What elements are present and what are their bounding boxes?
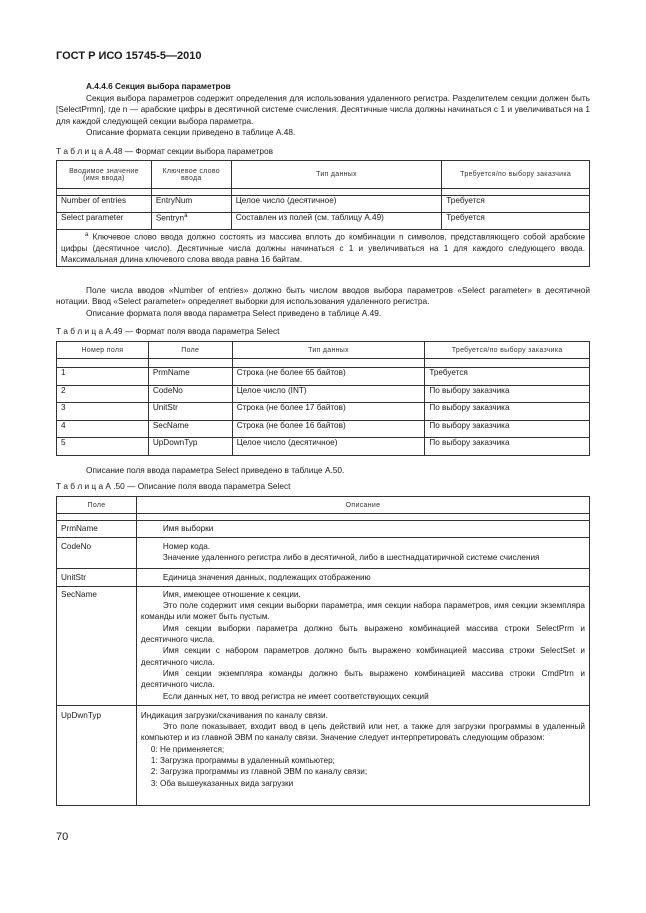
table-cell: Целое число (INT) <box>232 385 425 403</box>
description-line: Если данных нет, то ввод регистра не имеет соответствующих секций <box>162 691 429 701</box>
table48-footnote <box>57 230 590 267</box>
section-title: А.4.4.6 Секция выбора параметров <box>86 81 231 91</box>
table-cell: По выбору заказчика <box>425 403 590 421</box>
table49-header: Тип данных <box>232 342 425 359</box>
after49-text <box>56 465 590 476</box>
table49-header: Номер поля <box>57 342 149 359</box>
table-cell: SecName <box>57 586 137 705</box>
table50-header: Описание <box>136 497 589 514</box>
table-cell: По выбору заказчика <box>425 420 590 438</box>
table-cell: Требуется <box>442 196 590 213</box>
mid-paragraph: Поле числа вводов «Number of entries» должно быть числом вводов выбора параметров «Select parameter» в десятичной нотации. Ввод «Select parameter» определяет выборки для использования удаленного регистра. <box>56 285 590 307</box>
table49-caption: Т а б л и ц а А.49 — Формат поля ввода параметра Select <box>56 326 280 336</box>
description-line: Имя секции экземпляра команды должно быть выражено комбинацией массива строки CmdPtrn и десятичного числа. <box>140 668 585 690</box>
table-cell: По выбору заказчика <box>425 438 590 456</box>
table-cell: 5 <box>57 438 149 456</box>
description-line: Имя, имеющее отношение к секции. <box>162 589 301 599</box>
table49-header: Требуется/по выбору заказчика <box>425 342 590 359</box>
table48-header: Требуется/по выбору заказчика <box>442 161 590 189</box>
table-row <box>57 521 590 538</box>
table-cell: По выбору заказчика <box>425 385 590 403</box>
table-cell: Строка (не более 65 байтов) <box>232 368 425 386</box>
table48-header: Вводимое значение (имя ввода) <box>57 161 152 189</box>
table-cell: Целое число (десятичное) <box>231 196 442 213</box>
description-line: Имя выборки <box>162 524 214 533</box>
table-cell: Целое число (десятичное) <box>232 438 425 456</box>
table-row <box>57 403 590 421</box>
description-line: 3: Оба вышеуказанных вида загрузки <box>150 778 294 788</box>
description-line: Значение удаленного регистра либо в десятичной, либо в шестнадцатиричной системе счисления <box>162 553 540 563</box>
page-number: 70 <box>56 831 69 843</box>
table-cell: SecName <box>148 420 232 438</box>
table50-caption: Т а б л и ц а А .50 — Описание поля ввода параметра Select <box>56 481 291 491</box>
table-row <box>57 586 590 705</box>
table-50 <box>56 496 590 806</box>
footnote-text: Ключевое слово ввода должно состоять из массива вплоть до комбинации n символов, представляющего собой арабские цифры (десятичное число). Десятичные числа должны начинаться с 1 и увеличиваться на 1 для каждого следующего ввода. Максимальная длина ключевого слова ввода равна 16 байтам. <box>61 232 585 265</box>
table-cell: 4 <box>57 420 149 438</box>
description-line: Индикация загрузки/скачивания по каналу связи. <box>140 710 328 720</box>
footnote-mark: a <box>184 213 188 219</box>
mid-paragraph: Описание формата поля ввода параметра Select приведено в таблице А.49. <box>86 307 382 318</box>
footnote-mark: a <box>85 232 89 238</box>
description-cell <box>136 705 589 805</box>
intro-paragraph: Описание формата секции приведено в таблице А.48. <box>86 126 296 137</box>
table-row <box>57 385 590 403</box>
table-row <box>57 196 590 213</box>
table-row <box>57 438 590 456</box>
table-row <box>57 368 590 386</box>
table-cell: UpDwnTyp <box>57 705 137 805</box>
table-cell: CodeNo <box>57 538 137 569</box>
description-cell <box>136 521 589 538</box>
table-cell: UnitStr <box>148 403 232 421</box>
table-cell: Строка (не более 16 байтов) <box>232 420 425 438</box>
description-line: Имя секции выборки параметра должно быть выражено комбинацией массива строки SelectPrm и десятичного числа. <box>140 623 585 645</box>
mid-text <box>56 285 590 319</box>
table-cell: EntryNum <box>151 196 231 213</box>
table-49 <box>56 341 590 456</box>
description-cell <box>136 586 589 705</box>
description-line: Это поле содержит имя секции выборки параметра, имя секции набора параметров, имя секции экземпляра команды или может быть пустым. <box>140 601 585 622</box>
table-row <box>57 420 590 438</box>
description-line: 1: Загрузка программы в удаленный компьютер; <box>150 756 335 766</box>
table-row <box>57 213 590 230</box>
table-cell: PrmName <box>57 521 137 538</box>
table-cell: UnitStr <box>57 568 137 586</box>
table-cell: Select parameter <box>57 213 152 230</box>
description-line: 2: Загрузка программы из главной ЭВМ по каналу связи; <box>150 767 368 777</box>
table-cell: UpDownTyp <box>148 438 232 456</box>
table-cell: Требуется <box>425 368 590 386</box>
description-line: Имя секции с набором параметров должно быть выражено комбинацией массива строки SelectSet и десятичного числа. <box>140 646 585 667</box>
document-header: ГОСТ Р ИСО 15745-5—2010 <box>56 50 202 62</box>
description-cell <box>136 538 589 569</box>
table-cell: Строка (не более 17 байтов) <box>232 403 425 421</box>
table-48 <box>56 160 590 267</box>
table-cell: Составлен из полей (см. таблицу А.49) <box>231 213 442 230</box>
table-row <box>57 568 590 586</box>
description-line: Единица значения данных, подлежащих отображению <box>162 572 371 582</box>
description-line: Номер кода. <box>162 542 211 551</box>
table-cell <box>151 213 231 230</box>
table-cell: PrmName <box>148 368 232 386</box>
table-cell: 3 <box>57 403 149 421</box>
intro-text <box>56 93 590 138</box>
table-row <box>57 538 590 569</box>
table50-header: Поле <box>57 497 137 514</box>
after49-paragraph: Описание поля ввода параметра Select приведено в таблице А.50. <box>86 465 345 475</box>
table-cell: 2 <box>57 385 149 403</box>
description-cell <box>136 568 589 586</box>
intro-paragraph: Секция выбора параметров содержит определения для использования удаленного регистра. Разделителем секции должен быть [SelectPrmn], где n — арабские цифры в десятичной системе счисления. Десятичные числа должны начинаться с 1 и увеличиваться на 1 для каждой следующей секции выбора параметра. <box>56 93 590 126</box>
table48-header: Ключевое слово ввода <box>151 161 231 189</box>
table-cell: Number of entries <box>57 196 152 213</box>
table48-header: Тип данных <box>231 161 442 189</box>
table-cell: CodeNo <box>148 385 232 403</box>
table-cell: Требуется <box>442 213 590 230</box>
table-row <box>57 705 590 805</box>
table-cell: 1 <box>57 368 149 386</box>
table49-header: Поле <box>148 342 232 359</box>
description-line: 0: Не применяется; <box>150 744 225 754</box>
description-line: Это поле показывает, входит ввод в цепь действий или нет, а также для загрузки программы в удаленный компьютер и из главной ЭВМ по каналу связи. Значение следует интерпретировать следующим образом: <box>140 722 585 743</box>
table48-caption: Т а б л и ц а А.48 — Формат секции выбора параметров <box>56 146 273 156</box>
keyword-text: Sentryn <box>155 213 185 223</box>
